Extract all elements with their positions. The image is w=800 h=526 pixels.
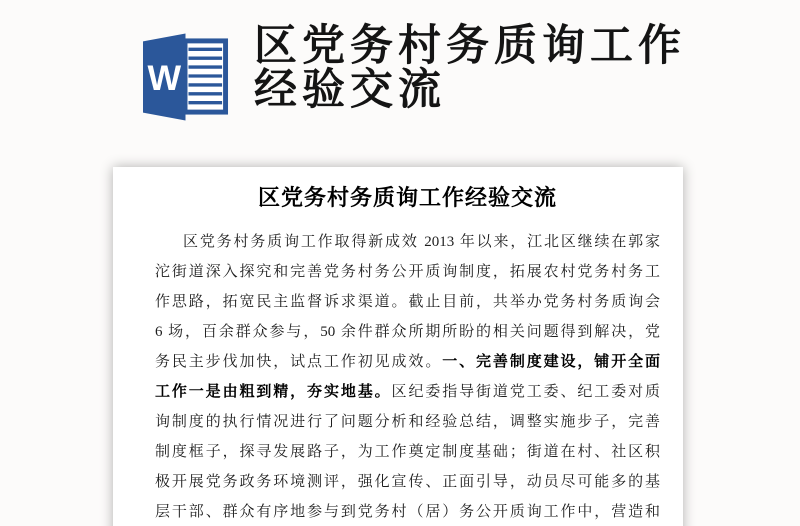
page-title (254, 24, 686, 112)
body-segment: 层干部、群众有序地参与到党务村（居）务公开质询工作中，营造和 (155, 504, 660, 520)
body-line (155, 407, 660, 437)
body-segment-bold: 工作一是由粗到精，夯实地基。 (155, 383, 392, 400)
body-line (155, 497, 660, 526)
body-line (155, 227, 660, 257)
word-icon-letter: W (147, 57, 182, 98)
document-page (113, 167, 683, 526)
body-line (155, 257, 660, 287)
body-segment: 极开展党务政务环境测评，强化宣传、正面引导，动员尽可能多的基 (155, 474, 660, 490)
body-segment: 区纪委指导街道党工委、纪工委对质 (391, 384, 660, 400)
body-segment: 务民主步伐加快，试点工作初见成效。 (155, 354, 443, 370)
body-line (155, 377, 660, 407)
body-segment: 制度框子，探寻发展路子，为工作奠定制度基础；街道在村、社区积 (155, 444, 660, 460)
page-title-line2: 经验交流 (254, 66, 446, 114)
word-document-icon (143, 31, 230, 121)
body-line (155, 437, 660, 467)
body-segment: 沱街道深入探究和完善党务村务公开质询制度，拓展农村党务村务工 (155, 264, 660, 280)
body-segment: 作思路，拓宽民主监督诉求渠道。截止目前，共举办党务村务质询会 (155, 294, 660, 310)
page-title-line1: 区党务村务质询工作 (254, 22, 686, 70)
body-segment: 区党务村务质询工作取得新成效 2013 年以来，江北区继续在郭家 (183, 234, 660, 250)
body-segment: 6 场，百余群众参与，50 余件群众所期所盼的相关问题得到解决，党 (155, 324, 660, 340)
body-line (155, 287, 660, 317)
document-body (155, 227, 660, 526)
body-segment-bold: 一、完善制度建设，铺开全面 (442, 353, 660, 370)
document-heading: 区党务村务质询工作经验交流 (257, 185, 557, 210)
masthead (0, 0, 800, 150)
body-segment: 询制度的执行情况进行了问题分析和经验总结，调整实施步子，完善 (155, 414, 660, 430)
body-line (155, 317, 660, 347)
body-line (155, 467, 660, 497)
body-line (155, 347, 660, 377)
